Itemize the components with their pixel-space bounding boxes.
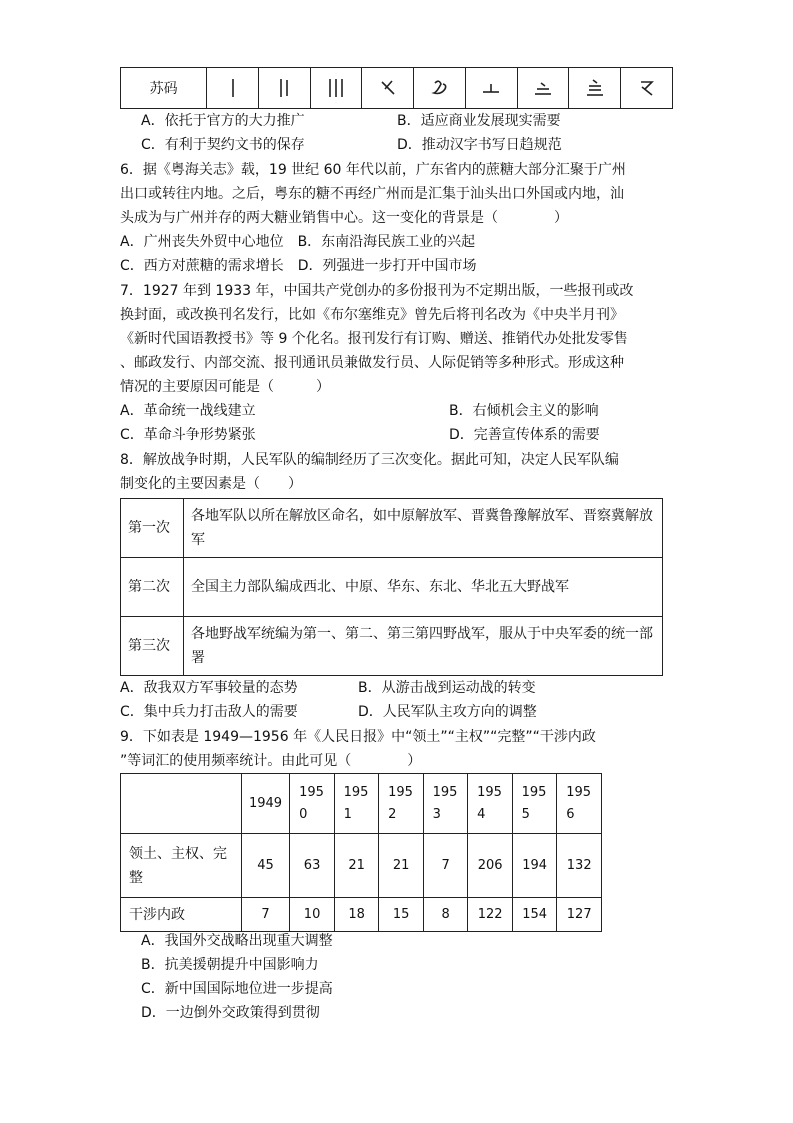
question-9-stem: 9．下如表是 1949—1956 年《人民日报》中“领土”“主权”“完整”“干涉内政 — [120, 729, 596, 745]
table-row — [121, 774, 602, 834]
option-a[interactable]: A．依托于官方的大力推广 — [141, 113, 305, 129]
table-cell: 45 — [241, 834, 290, 898]
question-6-options-cd[interactable]: C．西方对蔗糖的需求增长 D．列强进一步打开中国市场 — [120, 258, 477, 274]
question-7-stem: 情况的主要原因可能是（ ） — [120, 379, 330, 395]
table-row — [121, 558, 663, 617]
question-8-stem: 8．解放战争时期，人民军队的编制经历了三次变化。据此可知，决定人民军队编 — [120, 452, 619, 468]
year-cell — [512, 774, 557, 834]
year-label: 1956 — [566, 784, 592, 822]
question-6-stem: 头成为与广州并存的两大糖业销售中心。这一变化的背景是（ ） — [120, 210, 568, 226]
table-row — [121, 898, 602, 932]
year-label: 1952 — [388, 784, 413, 822]
option-c[interactable]: C．新中国国际地位进一步提高 — [141, 981, 333, 997]
option-c[interactable]: C．集中兵力打击敌人的需要 — [120, 704, 298, 720]
table-cell: 122 — [468, 898, 513, 932]
year-cell — [468, 774, 513, 834]
table-cell: 154 — [512, 898, 557, 932]
option-b[interactable]: B．适应商业发展现实需要 — [397, 113, 561, 129]
table-cell: 第二次 — [121, 558, 184, 617]
option-d[interactable]: D．完善宣传体系的需要 — [449, 427, 600, 443]
option-d[interactable]: D．人民军队主攻方向的调整 — [358, 704, 537, 720]
year-label: 1953 — [432, 784, 458, 822]
table-cell: 8 — [423, 898, 468, 932]
year-cell: 1949 — [241, 774, 290, 834]
table-cell: 127 — [557, 898, 602, 932]
question-7-stem: 7．1927 年到 1933 年，中国共产党创办的多份报刊为不定期出版，一些报刊或改 — [120, 283, 634, 299]
option-c[interactable]: C．革命斗争形势紧张 — [120, 427, 256, 443]
table-cell: 15 — [379, 898, 424, 932]
suzhou-numeral-table — [120, 67, 673, 109]
table-cell: 各地军队以所在解放区命名，如中原解放军、晋冀鲁豫解放军、晋察冀解放军 — [184, 499, 663, 558]
table-cell: 7 — [241, 898, 290, 932]
option-b[interactable]: B．从游击战到运动战的转变 — [358, 680, 536, 696]
word-frequency-table — [120, 773, 602, 932]
option-b[interactable]: B．抗美援朝提升中国影响力 — [141, 957, 319, 973]
table-cell: 10 — [290, 898, 335, 932]
option-a[interactable]: A．革命统一战线建立 — [120, 403, 256, 419]
question-7-stem: 、邮政发行、内部交流、报刊通讯员兼做发行员、人际促销等多种形式。形成这种 — [120, 355, 624, 371]
table-cell: 63 — [290, 834, 335, 898]
six-icon — [465, 68, 517, 109]
four-icon — [362, 68, 414, 109]
table-corner-cell — [121, 774, 242, 834]
table-row — [121, 499, 663, 558]
option-d[interactable]: D．推动汉字书写日趋规范 — [397, 137, 562, 153]
table-row — [121, 617, 663, 676]
army-reorganization-table — [120, 498, 663, 676]
year-cell — [334, 774, 379, 834]
year-cell — [290, 774, 335, 834]
table-cell: 全国主力部队编成西北、中原、华东、东北、华北五大野战军 — [184, 558, 663, 617]
row-label-cell: 领土、主权、完整 — [121, 834, 242, 898]
question-6-stem: 6．据《粤海关志》载，19 世纪 60 年代以前，广东省内的蔗糖大部分汇聚于广州 — [120, 162, 626, 178]
nine-icon — [621, 68, 673, 109]
seven-icon — [517, 68, 569, 109]
question-7-stem: 换封面，或改换刊名发行，比如《布尔塞维克》曾先后将刊名改为《中央半月刊》 — [120, 307, 624, 323]
table-cell: 18 — [334, 898, 379, 932]
one-icon — [207, 68, 259, 109]
question-7-stem: 《新时代国语教授书》等 9 个化名。报刊发行有订购、赠送、推销代办处批发零售 — [120, 331, 628, 347]
table-cell: 21 — [379, 834, 424, 898]
table-row — [121, 68, 673, 109]
year-label: 1955 — [521, 784, 547, 822]
question-6-stem: 出口或转往内地。之后，粤东的糖不再经广州而是汇集于汕头出口外国或内地，汕 — [120, 186, 624, 202]
eight-icon — [569, 68, 621, 109]
question-9-stem: ”等词汇的使用频率统计。由此可见（ ） — [120, 753, 422, 769]
row-label-cell: 干涉内政 — [121, 898, 242, 932]
table-cell: 132 — [557, 834, 602, 898]
table-cell: 第三次 — [121, 617, 184, 676]
table-cell: 各地野战军统编为第一、第二、第三第四野战军，服从于中央军委的统一部署 — [184, 617, 663, 676]
table-cell: 21 — [334, 834, 379, 898]
five-icon — [414, 68, 466, 109]
three-icon — [310, 68, 362, 109]
table-cell: 206 — [468, 834, 513, 898]
question-6-options-ab[interactable]: A．广州丧失外贸中心地位 B．东南沿海民族工业的兴起 — [120, 234, 476, 250]
option-d[interactable]: D．一边倒外交政策得到贯彻 — [141, 1005, 320, 1021]
table-cell: 7 — [423, 834, 468, 898]
option-a[interactable]: A．敌我双方军事较量的态势 — [120, 680, 298, 696]
two-icon — [259, 68, 311, 109]
option-a[interactable]: A．我国外交战略出现重大调整 — [141, 933, 333, 949]
table-cell: 第一次 — [121, 499, 184, 558]
question-8-stem: 制变化的主要因素是（ ） — [120, 476, 302, 492]
year-label: 1954 — [477, 784, 502, 822]
year-label: 1951 — [343, 784, 369, 822]
table-cell: 194 — [512, 834, 557, 898]
year-cell — [379, 774, 424, 834]
year-cell — [423, 774, 468, 834]
year-cell — [557, 774, 602, 834]
year-label: 1950 — [299, 784, 324, 822]
option-b[interactable]: B．右倾机会主义的影响 — [449, 403, 599, 419]
table-row — [121, 834, 602, 898]
option-c[interactable]: C．有利于契约文书的保存 — [141, 137, 305, 153]
table-header-cell: 苏码 — [121, 68, 207, 109]
